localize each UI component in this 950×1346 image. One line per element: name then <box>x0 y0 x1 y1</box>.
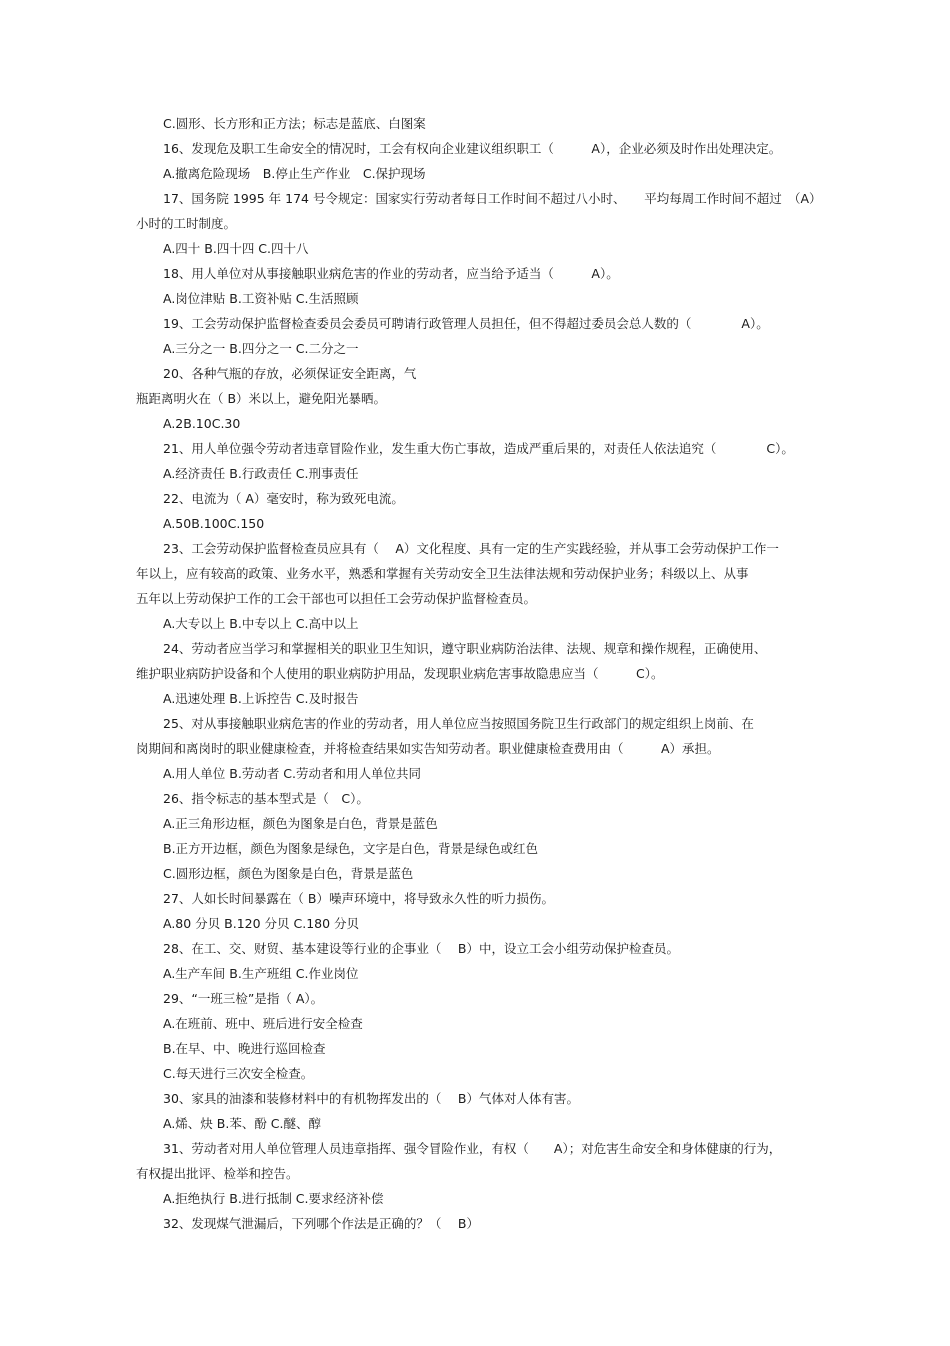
question-23-cont: 五年以上劳动保护工作的工会干部也可以担任工会劳动保护监督检查员。 <box>136 591 537 606</box>
question-21: 21、用人单位强令劳动者违章冒险作业，发生重大伤亡事故，造成严重后果的，对责任人依法追究（ C）。 <box>163 441 794 456</box>
question-28: 28、在工、交、财贸、基本建设等行业的企事业（ B）中，设立工会小组劳动保护检查员。 <box>163 941 679 956</box>
question-25: 25、对从事接触职业病危害的作业的劳动者，用人单位应当按照国务院卫生行政部门的规定组织上岗前、在 <box>163 716 754 731</box>
options-19: A.三分之一 B.四分之一 C.二分之一 <box>163 341 359 356</box>
option-29-c: C.每天进行三次安全检查。 <box>163 1066 314 1081</box>
option-29-b: B.在早、中、晚进行巡回检查 <box>163 1041 326 1056</box>
question-29: 29、“一班三检”是指（ A）。 <box>163 991 324 1006</box>
options-25: A.用人单位 B.劳动者 C.劳动者和用人单位共同 <box>163 766 422 781</box>
text-line: C.圆形、长方形和正方法；标志是蓝底、白图案 <box>163 116 426 131</box>
question-23: 23、工会劳动保护监督检查员应具有（ A）文化程度、具有一定的生产实践经验，并从事工会劳动保护工作一 <box>163 541 779 556</box>
question-24-cont: 维护职业病防护设备和个人使用的职业病防护用品，发现职业病危害事故隐患应当（ C）。 <box>136 666 664 681</box>
options-28: A.生产车间 B.生产班组 C.作业岗位 <box>163 966 359 981</box>
question-17: 17、国务院 1995 年 174 号令规定：国家实行劳动者每日工作时间不超过八小时、 平均每周工作时间不超过 （A） <box>163 191 822 206</box>
options-21: A.经济责任 B.行政责任 C.刑事责任 <box>163 466 359 481</box>
options-18: A.岗位津贴 B.工资补贴 C.生活照顾 <box>163 291 359 306</box>
option-26-c: C.圆形边框，颜色为图象是白色，背景是蓝色 <box>163 866 414 881</box>
options-20: A.2B.10C.30 <box>163 416 241 431</box>
options-31: A.拒绝执行 B.进行抵制 C.要求经济补偿 <box>163 1191 384 1206</box>
question-22: 22、电流为（ A）毫安时，称为致死电流。 <box>163 491 404 506</box>
options-30: A.烯、炔 B.苯、酚 C.醚、醇 <box>163 1116 322 1131</box>
question-20-cont: 瓶距离明火在（ B）米以上，避免阳光暴晒。 <box>136 391 387 406</box>
question-27: 27、人如长时间暴露在（ B）噪声环境中，将导致永久性的听力损伤。 <box>163 891 554 906</box>
question-18: 18、用人单位对从事接触职业病危害的作业的劳动者，应当给予适当（ A）。 <box>163 266 619 281</box>
options-17: A.四十 B.四十四 C.四十八 <box>163 241 309 256</box>
option-26-a: A.正三角形边框，颜色为图象是白色，背景是蓝色 <box>163 816 438 831</box>
question-24: 24、劳动者应当学习和掌握相关的职业卫生知识，遵守职业病防治法律、法规、规章和操作规程，正确使用、 <box>163 641 767 656</box>
option-29-a: A.在班前、班中、班后进行安全检查 <box>163 1016 363 1031</box>
options-16: A.撤离危险现场 B.停止生产作业 C.保护现场 <box>163 166 426 181</box>
question-19: 19、工会劳动保护监督检查委员会委员可聘请行政管理人员担任，但不得超过委员会总人数的（ A）。 <box>163 316 769 331</box>
question-30: 30、家具的油漆和装修材料中的有机物挥发出的（ B）气体对人体有害。 <box>163 1091 579 1106</box>
options-27: A.80 分贝 B.120 分贝 C.180 分贝 <box>163 916 360 931</box>
question-32: 32、发现煤气泄漏后，下列哪个作法是正确的？（ B） <box>163 1216 479 1231</box>
question-17-cont: 小时的工时制度。 <box>136 216 237 231</box>
question-26: 26、指令标志的基本型式是（ C）。 <box>163 791 369 806</box>
option-26-b: B.正方开边框，颜色为图象是绿色，文字是白色，背景是绿色或红色 <box>163 841 539 856</box>
question-23-cont: 年以上，应有较高的政策、业务水平，熟悉和掌握有关劳动安全卫生法律法规和劳动保护业务；科级以上、从事 <box>136 566 749 581</box>
question-25-cont: 岗期间和离岗时的职业健康检查，并将检查结果如实告知劳动者。职业健康检查费用由（ A）承担。 <box>136 741 720 756</box>
options-22: A.50B.100C.150 <box>163 516 265 531</box>
question-16: 16、发现危及职工生命安全的情况时，工会有权向企业建议组织职工（ A），企业必须及时作出处理决定。 <box>163 141 782 156</box>
question-31: 31、劳动者对用人单位管理人员违章指挥、强令冒险作业，有权（ A）；对危害生命安全和身体健康的行为， <box>163 1141 782 1156</box>
question-31-cont: 有权提出批评、检举和控告。 <box>136 1166 299 1181</box>
options-24: A.迅速处理 B.上诉控告 C.及时报告 <box>163 691 359 706</box>
question-20: 20、各种气瓶的存放，必须保证安全距离，气 <box>163 366 417 381</box>
options-23: A.大专以上 B.中专以上 C.高中以上 <box>163 616 359 631</box>
